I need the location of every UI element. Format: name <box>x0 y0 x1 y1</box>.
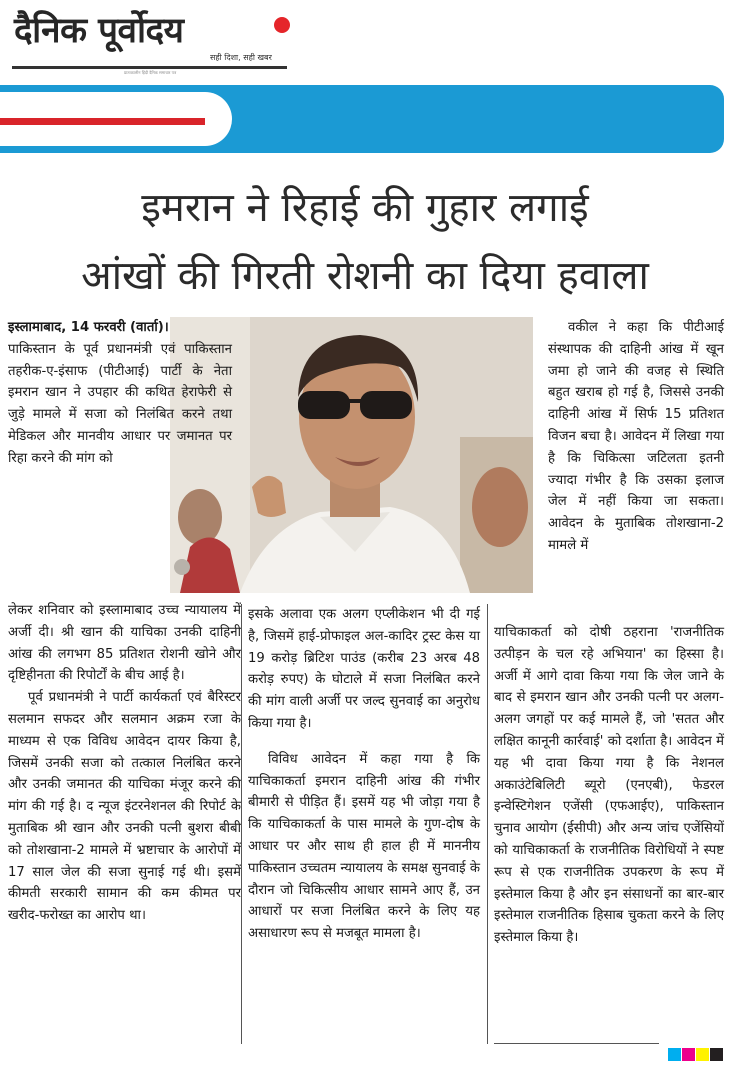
article-paragraph: पाकिस्तान के पूर्व प्रधानमंत्री एवं पाकिस्तान तहरीक-ए-इंसाफ (पीटीआई) पार्टी के नेता इमरान खान ने उपहार की कथित हेराफेरी से जुड़े मामले में सजा को निलंबित करने तथा मेडिकल और मानवीय आधार पर जमानत पर रिहा करने की मांग को <box>8 341 232 466</box>
newspaper-title: दैनिक पूर्वोदय <box>14 11 184 51</box>
masthead-rule <box>12 66 287 69</box>
cmyk-mark-yellow <box>696 1048 709 1061</box>
masthead-red-dot <box>274 17 290 33</box>
column-divider <box>487 604 488 1044</box>
cmyk-mark-black <box>710 1048 723 1061</box>
article-paragraph: लेकर शनिवार को इस्लामाबाद उच्च न्यायालय में अर्जी दी। श्री खान की याचिका उनकी दाहिनी आंख की लगभग 85 प्रतिशत रोशनी खोने और दृष्टिहीनता की रिपोर्टों के बीच आई है। <box>8 603 241 684</box>
headline-line-1: इमरान ने रिहाई की गुहार लगाई <box>141 185 589 231</box>
header-banner-red-stripe <box>0 118 205 125</box>
cmyk-mark-magenta <box>682 1048 695 1061</box>
cmyk-mark-cyan <box>668 1048 681 1061</box>
article-column-3-bottom <box>494 622 724 949</box>
article-paragraph: इसके अलावा एक अलग एप्लीकेशन भी दी गई है, जिसमें हाई-प्रोफाइल अल-कादिर ट्रस्ट केस या 19 करोड़ ब्रिटिश पाउंड (करीब 23 अरब 48 करोड़ रुपए) के घोटाले में सजा निलंबित करने की मांग वाली अर्जी पर जल्द सुनवाई का अनुरोध किया गया है। <box>248 607 480 731</box>
article-paragraph: विविध आवेदन में कहा गया है कि याचिकाकर्ता इमरान दाहिनी आंख की गंभीर बीमारी से पीड़ित हैं। इसमें यह भी जोड़ा गया है कि याचिकाकर्ता के पास मामले के गुण-दोष के आधार पर और साथ ही हाल ही में माननीय पाकिस्तान उच्चतम न्यायालय के समक्ष सुनवाई के दौरान जो चिकित्सीय आधार सामने आए हैं, उन आधारों पर सजा निलंबित करने के लिए यह असाधारण रूप से मजबूत मामला है। <box>248 751 480 942</box>
masthead-tagline: सही दिशा, सही खबर <box>210 53 272 62</box>
article-paragraph: पूर्व प्रधानमंत्री ने पार्टी कार्यकर्ता एवं बैरिस्टर सलमान सफदर और सलमान अक्रम रजा के माध्यम से एक विविध आवेदन दायर किया है, जिसमें उनकी सजा को तत्काल निलंबित करने और उनकी जमानत की याचिका मंजूर करने की मांग की गई है। द न्यूज इंटरनेशनल की रिपोर्ट के मुताबिक श्री खान और उनकी पत्नी बुशरा बीबी को तोशखाना-2 मामले में भ्रष्टाचार के आरोपों में 17 साल जेल की सजा सुनाई गई थी। इसमें कीमती सरकारी सामान की कम कीमत पर खरीद-फरोख्त का आरोप था। <box>8 690 241 924</box>
masthead-small-text: प्रातःकालीन हिंदी दैनिक समाचार पत्र <box>124 70 177 75</box>
masthead <box>12 4 292 74</box>
article-column-1-bottom <box>8 600 241 927</box>
article-column-2 <box>248 604 480 945</box>
column-footer-rule <box>494 1043 659 1044</box>
article-column-1-top <box>8 317 232 470</box>
column-divider <box>241 604 242 1044</box>
headline-line-2: आंखों की गिरती रोशनी का दिया हवाला <box>81 253 649 299</box>
article-dateline: इस्लामाबाद, 14 फरवरी (वार्ता)। <box>8 320 169 335</box>
article-paragraph: वकील ने कहा कि पीटीआई संस्थापक की दाहिनी आंख में खून जमा हो जाने की वजह से स्थिति बहुत खराब हो गई है, जिससे उनकी दाहिनी आंख में सिर्फ 15 प्रतिशत विजन बचा है। आवेदन में लिखा गया है कि चिकित्सा जटिलता इतनी ज्यादा गंभीर है कि उसका इलाज जेल में नहीं किया जा सकता। आवेदन के मुताबिक तोशखाना-2 मामले में <box>548 320 724 553</box>
article-column-3-top <box>548 317 724 557</box>
article-paragraph: याचिकाकर्ता को दोषी ठहराना 'राजनीतिक उत्पीड़न के चल रहे अभियान' का हिस्सा है। अर्जी में आगे दावा किया गया कि जेल जाने के बाद से इमरान खान और उनकी पत्नी पर अलग-अलग जगहों पर कई मामले हैं, जो 'सतत और लक्षित कानूनी कार्रवाई' को दर्शाता है। आवेदन में यह भी दावा किया गया है कि नेशनल अकाउंटेबिलिटी ब्यूरो (एनएबी), फेडरल इन्वेस्टिगेशन एजेंसी (एफआईए), पाकिस्तान चुनाव आयोग (ईसीपी) और अन्य जांच एजेंसियों को याचिकाकर्ता के राजनीतिक विरोधियों ने स्पष्ट रूप से एक राजनीतिक उपकरण के रूप में इस्तेमाल किया है और इन संसाधनों का बार-बार इस्तेमाल राजनीतिक हिसाब चुकता करने के लिए इस्तेमाल किया है। <box>494 625 724 946</box>
